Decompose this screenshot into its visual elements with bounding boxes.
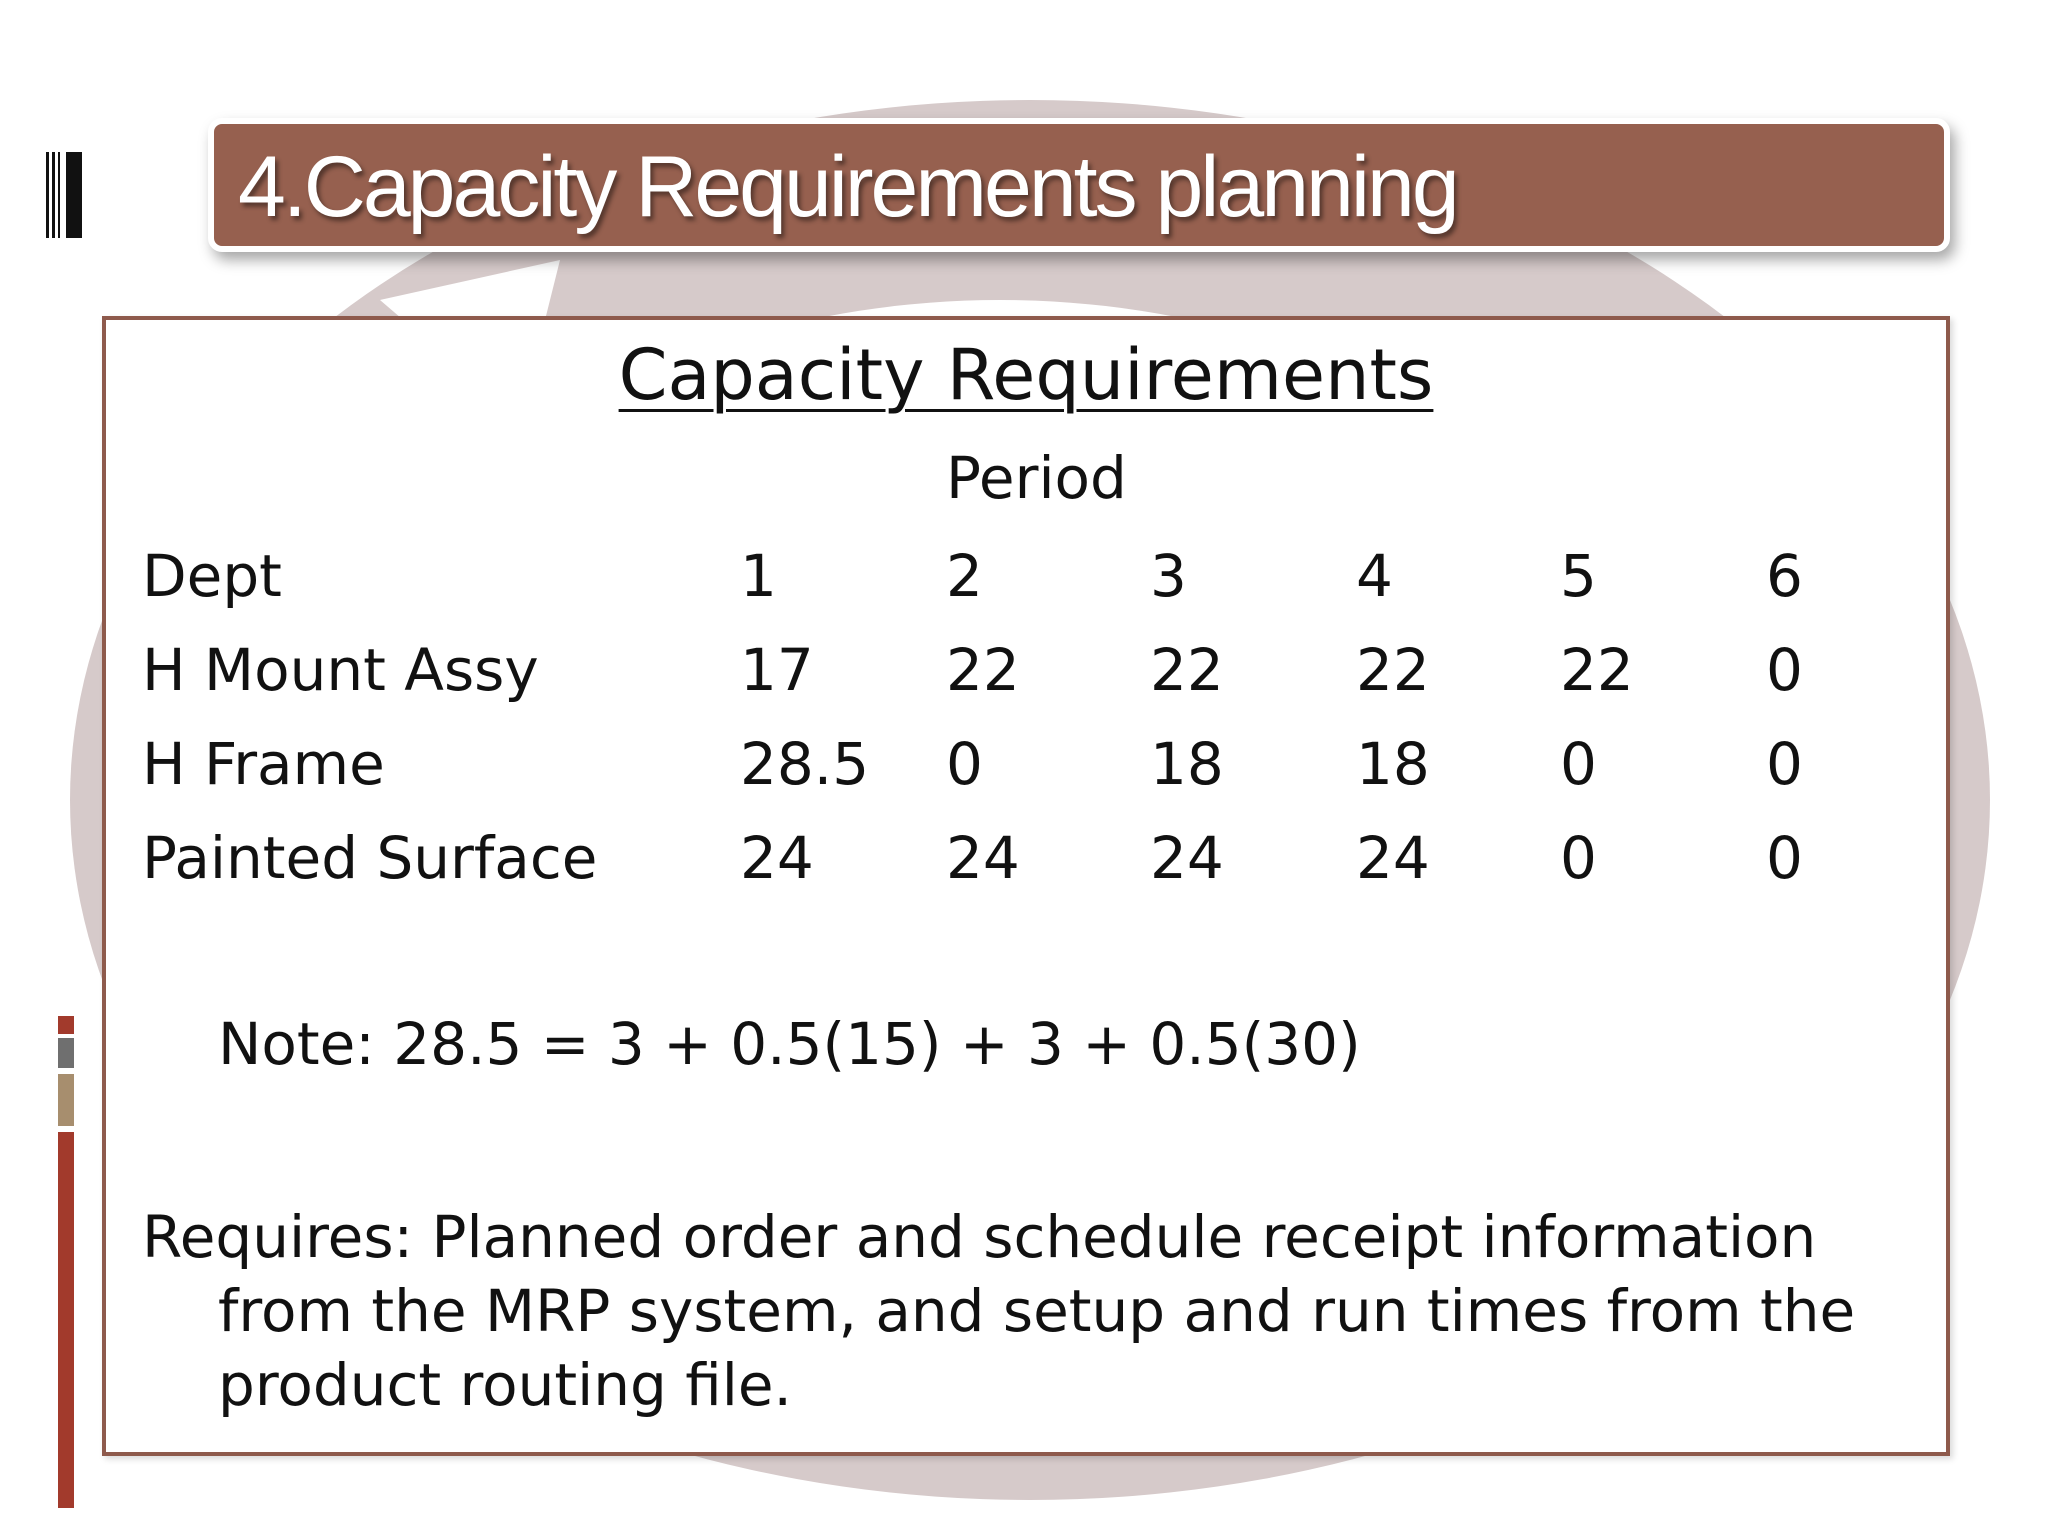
table-header-period-5: 5 bbox=[1560, 542, 1597, 610]
table-header-period-1: 1 bbox=[740, 542, 777, 610]
table-cell: 22 bbox=[1150, 636, 1224, 704]
requires-text: Requires: Planned order and schedule receipt information from the MRP system, and setup and run times from the product routing file. bbox=[142, 1203, 1856, 1419]
accent-bar-red-long bbox=[58, 1132, 74, 1508]
content-box bbox=[102, 316, 1950, 1456]
table-row-label: H Frame bbox=[142, 730, 385, 798]
table-header-period-6: 6 bbox=[1766, 542, 1803, 610]
accent-bar-red-small bbox=[58, 1016, 74, 1034]
slide-title: 4.Capacity Requirements planning bbox=[238, 139, 1457, 235]
table-cell: 0 bbox=[1766, 730, 1803, 798]
table-cell: 24 bbox=[946, 824, 1020, 892]
table-cell: 0 bbox=[1560, 730, 1597, 798]
table-row-label: Painted Surface bbox=[142, 824, 598, 892]
table-cell: 0 bbox=[1560, 824, 1597, 892]
table-row-label: H Mount Assy bbox=[142, 636, 539, 704]
table-cell: 0 bbox=[1766, 636, 1803, 704]
table-header-period-4: 4 bbox=[1356, 542, 1393, 610]
note-text: Note: 28.5 = 3 + 0.5(15) + 3 + 0.5(30) bbox=[218, 1010, 1361, 1078]
table-cell: 28.5 bbox=[740, 730, 870, 798]
table-cell: 22 bbox=[1560, 636, 1634, 704]
table-cell: 24 bbox=[1150, 824, 1224, 892]
accent-bar-gray bbox=[58, 1038, 74, 1068]
accent-bar-tan bbox=[58, 1074, 74, 1126]
barcode-icon bbox=[46, 152, 82, 238]
table-cell: 22 bbox=[946, 636, 1020, 704]
section-heading: Capacity Requirements bbox=[618, 334, 1434, 416]
table-header-dept: Dept bbox=[142, 542, 282, 610]
table-header-period-2: 2 bbox=[946, 542, 983, 610]
table-cell: 18 bbox=[1150, 730, 1224, 798]
table-cell: 0 bbox=[946, 730, 983, 798]
table-header-period-3: 3 bbox=[1150, 542, 1187, 610]
period-label: Period bbox=[946, 444, 1127, 512]
table-cell: 0 bbox=[1766, 824, 1803, 892]
table-cell: 18 bbox=[1356, 730, 1430, 798]
table-cell: 17 bbox=[740, 636, 814, 704]
table-cell: 24 bbox=[740, 824, 814, 892]
title-bar bbox=[208, 118, 1950, 252]
table-cell: 22 bbox=[1356, 636, 1430, 704]
table-cell: 24 bbox=[1356, 824, 1430, 892]
